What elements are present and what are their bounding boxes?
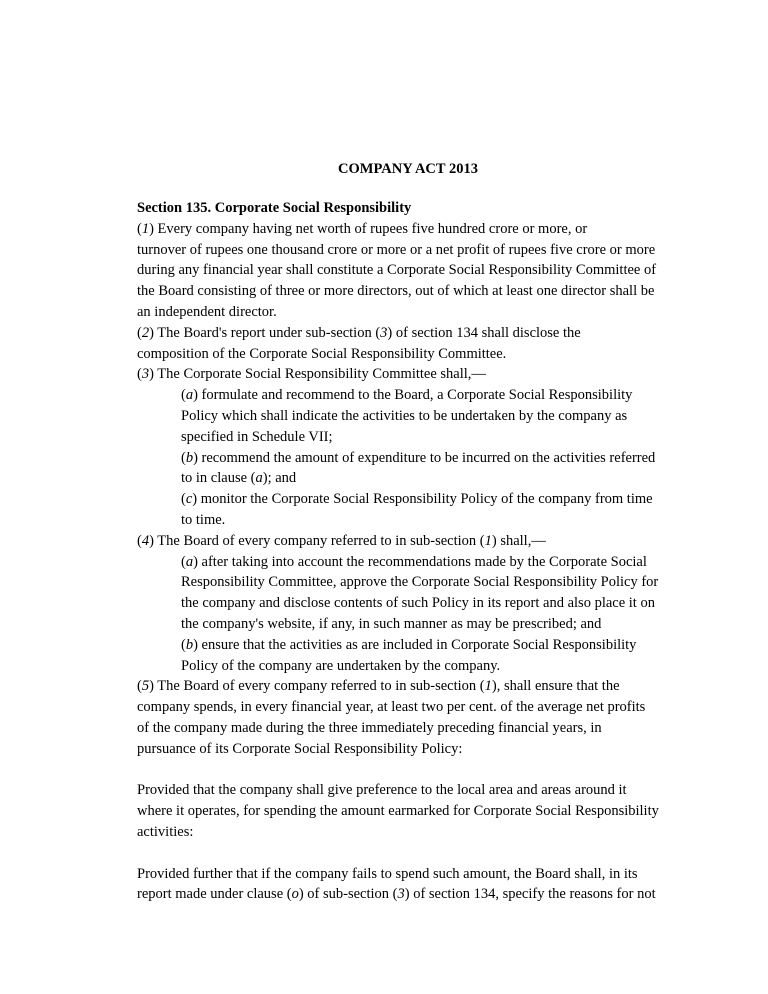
text-line [137,240,697,261]
italic-text: 1 [484,532,492,549]
text-run: ) The Board of every company referred to in sub-section ( [149,678,485,695]
text-run: ); and [262,470,297,487]
text-run: the company and disclose contents of such Policy in its report and also place it on [181,595,655,612]
text-run: ( [181,387,186,404]
italic-text: a [255,470,263,487]
text-line [137,260,697,281]
text-run: ) formulate and recommend to the Board, a Corporate Social Responsibility [193,387,633,404]
italic-text: 4 [141,532,150,549]
paragraph-gap [137,843,697,864]
italic-text: 1 [484,678,492,695]
text-run: Policy of the company are undertaken by the company. [181,657,501,674]
italic-text: 3 [141,366,150,383]
italic-text: 5 [141,678,150,695]
text-line [137,219,697,240]
text-line [137,572,697,593]
text-run: pursuance of its Corporate Social Responsibility Policy: [137,740,463,757]
text-line [137,489,697,510]
text-run: ) monitor the Corporate Social Responsibility Policy of the company from time [192,491,653,508]
italic-text: a [185,387,194,404]
text-line [137,614,697,635]
italic-text: 3 [397,886,405,903]
text-run: the Board consisting of three or more directors, out of which at least one director shall be [137,283,655,300]
text-run: to in clause ( [181,470,256,487]
text-line [137,531,697,552]
text-run: ( [181,553,186,570]
text-run: where it operates, for spending the amount earmarked for Corporate Social Responsibility [137,803,659,820]
text-run: ( [181,636,186,653]
text-run: ) after taking into account the recommendations made by the Corporate Social [193,553,647,570]
text-line [137,656,697,677]
text-run: ( [137,678,142,695]
text-run: company spends, in every financial year, at least two per cent. of the average net profits [137,699,646,716]
text-run: ( [137,366,142,383]
italic-text: c [185,491,193,508]
text-run: ) ensure that the activities as are included in Corporate Social Responsibility [193,636,637,653]
text-run: ( [137,324,142,341]
text-line [137,780,697,801]
text-run: Provided that the company shall give preference to the local area and areas around it [137,782,627,799]
document-body [137,198,697,905]
text-line [137,364,697,385]
text-line [137,635,697,656]
italic-text: b [185,636,194,653]
text-run: ( [137,220,142,237]
text-line [137,385,697,406]
text-run: the company's website, if any, in such manner as may be prescribed; and [181,615,602,632]
text-run: report made under clause ( [137,886,292,903]
text-run: ) The Board's report under sub-section ( [149,324,381,341]
text-line [137,510,697,531]
text-line [137,801,697,822]
italic-text: o [291,886,299,903]
text-line [137,468,697,489]
text-run: composition of the Corporate Social Responsibility Committee. [137,345,507,362]
text-line [137,406,697,427]
section-text [137,219,697,905]
italic-text: 1 [141,220,150,237]
text-line [137,281,697,302]
text-line [137,302,697,323]
text-line [137,739,697,760]
text-line [137,884,697,905]
text-line [137,448,697,469]
text-line [137,676,697,697]
text-run: during any financial year shall constitute a Corporate Social Responsibility Committee of [137,262,657,279]
text-run: Policy which shall indicate the activities to be undertaken by the company as [181,407,628,424]
text-run: ( [181,449,186,466]
text-line [137,427,697,448]
text-run: ), shall ensure that the [491,678,620,695]
italic-text: b [185,449,194,466]
text-line [137,344,697,365]
text-run: of the company made during the three immediately preceding financial years, in [137,719,602,736]
italic-text: 2 [141,324,150,341]
text-run: ) recommend the amount of expenditure to be incurred on the activities referred [193,449,656,466]
text-run: an independent director. [137,303,277,320]
text-run: activities: [137,823,194,840]
text-run: turnover of rupees one thousand crore or more or a net profit of rupees five crore or more [137,241,656,258]
text-run: to time. [181,511,226,528]
text-line [137,552,697,573]
section-heading: Section 135. Corporate Social Responsibility [137,200,412,216]
text-line [137,822,697,843]
text-run: ) The Corporate Social Responsibility Committee shall,— [149,366,486,383]
text-line [137,864,697,885]
text-run: ) of section 134, specify the reasons for not [404,886,656,903]
text-run: ) The Board of every company referred to in sub-section ( [149,532,485,549]
italic-text: 3 [380,324,388,341]
text-line [137,718,697,739]
text-run: ) of sub-section ( [298,886,398,903]
text-run: ) shall,— [491,532,546,549]
text-run: ( [181,491,186,508]
text-line [137,593,697,614]
text-line [137,323,697,344]
text-run: ) of section 134 shall disclose the [387,324,581,341]
text-line [137,697,697,718]
text-run: ( [137,532,142,549]
document-title: COMPANY ACT 2013 [338,161,478,177]
text-run: specified in Schedule VII; [181,428,333,445]
paragraph-gap [137,760,697,781]
text-run: Responsibility Committee, approve the Corporate Social Responsibility Policy for [181,574,659,591]
text-run: ) Every company having net worth of rupees five hundred crore or more, or [149,220,588,237]
text-run: Provided further that if the company fails to spend such amount, the Board shall, in its [137,865,638,882]
italic-text: a [185,553,194,570]
